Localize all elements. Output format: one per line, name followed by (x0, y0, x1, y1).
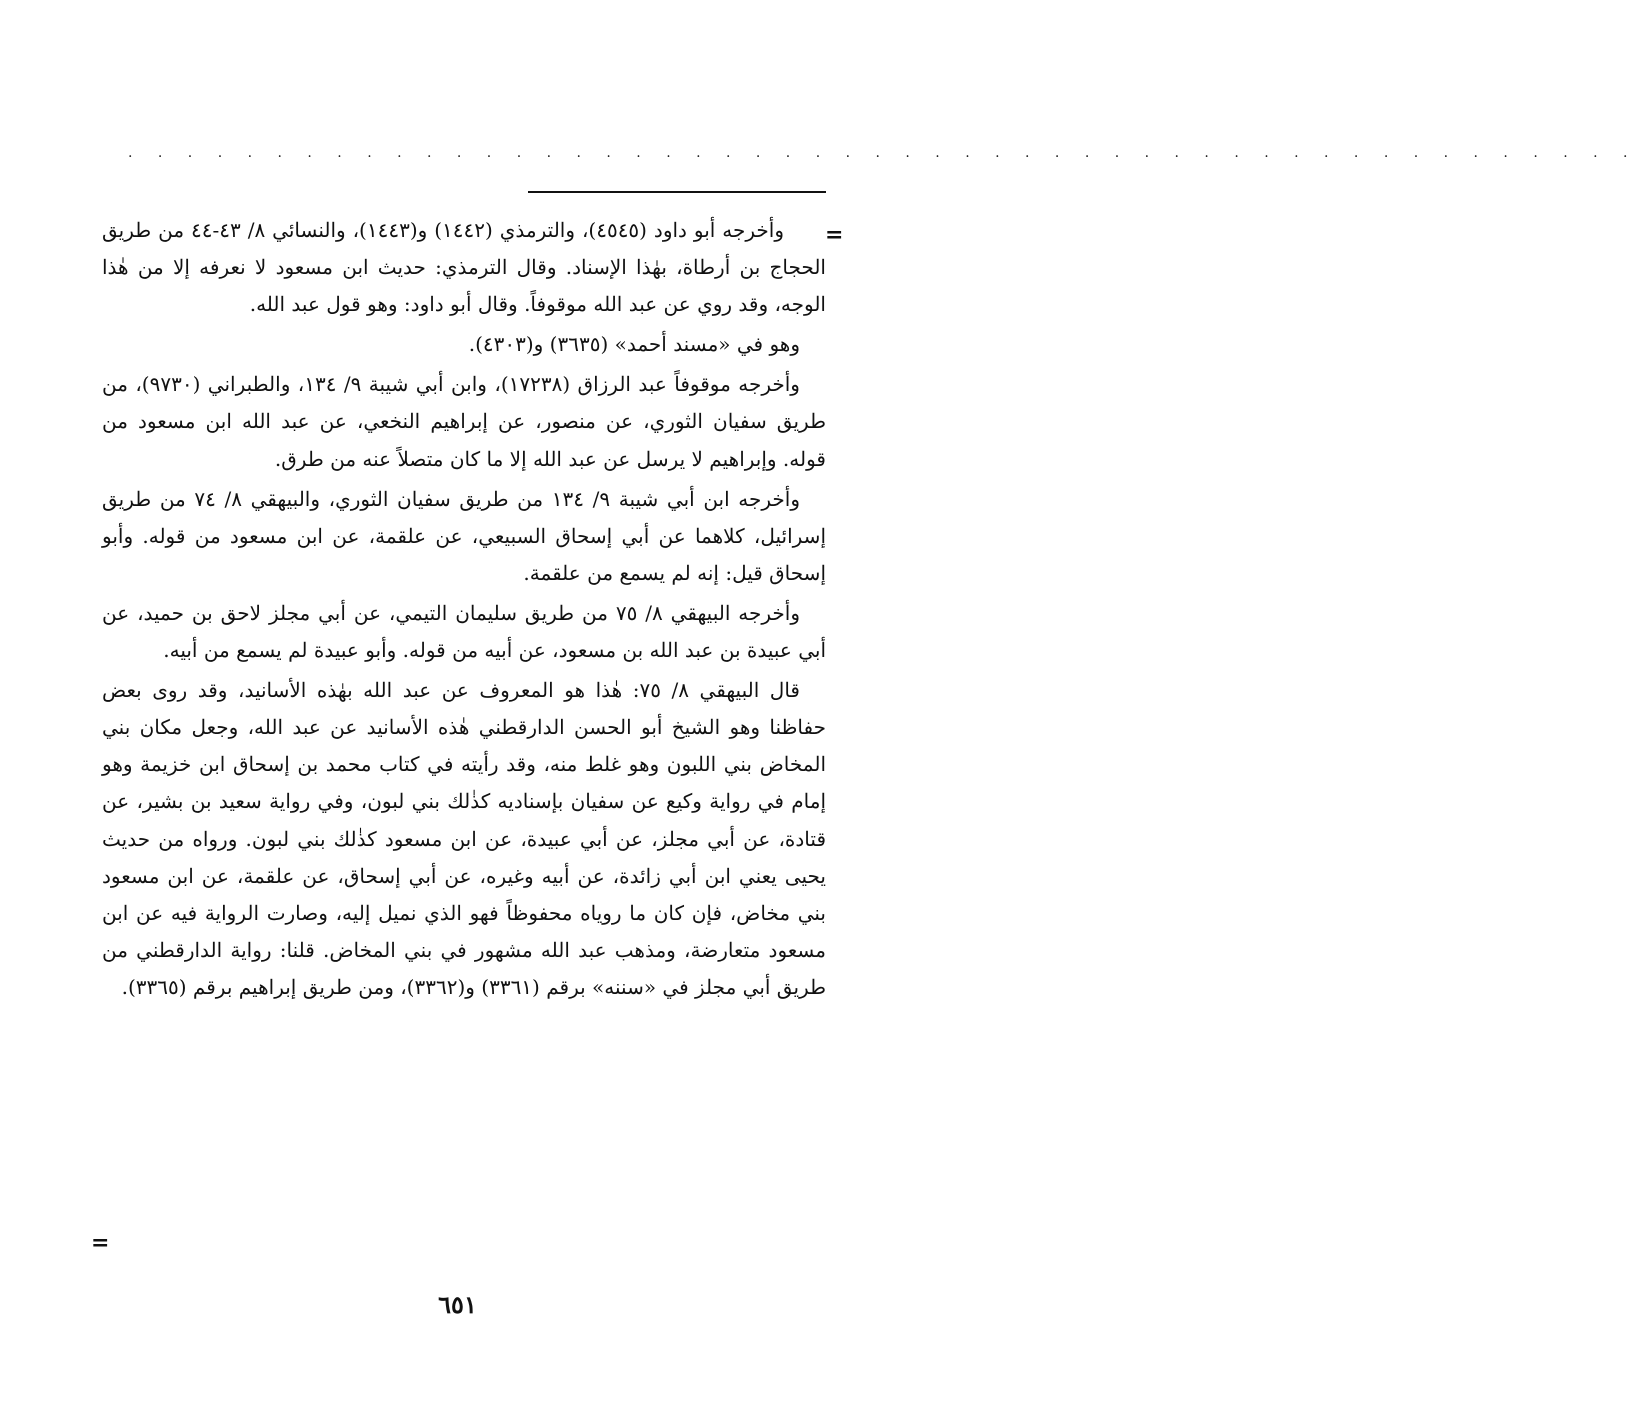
footnote-paragraph: وهو في «مسند أحمد» (٣٦٣٥) و(٤٣٠٣). (468, 332, 800, 357)
footnote-paragraph: وأخرجه أبو داود (٤٥٤٥)، والترمذي (١٤٤٢) و(١٤٤٣)، والنسائي ٨/ ٤٣-٤٤ من طريق الحجاج بن أرطاة، بهٰذا الإسناد. وقال الترمذي: حديث ابن مسعود لا نعرفه إلا من هٰذا الوجه، وقد روي عن عبد الله موقوفاً. وقال أبو داود: وهو قول عبد الله. (102, 218, 826, 317)
footnote-paragraph: وأخرجه موقوفاً عبد الرزاق (١٧٢٣٨)، وابن أبي شيبة ٩/ ١٣٤، والطبراني (٩٧٣٠)، من طريق سفيان الثوري، عن منصور، عن إبراهيم النخعي، عن عبد الله ابن مسعود من قوله. وإبراهيم لا يرسل عن عبد الله إلا ما كان متصلاً عنه من طرق. (102, 372, 826, 471)
footnote-rule (528, 191, 826, 193)
page-number: ٦٥١ (438, 1290, 477, 1319)
footnote-paragraph: وأخرجه ابن أبي شيبة ٩/ ١٣٤ من طريق سفيان الثوري، والبيهقي ٨/ ٧٤ من طريق إسرائيل، كلاهما عن أبي إسحاق السبيعي، عن علقمة، عن ابن مسعود من قوله. وأبو إسحاق قيل: إنه لم يسمع من علقمة. (102, 486, 826, 585)
continuation-mark-end: = (91, 1230, 110, 1256)
footnote-body (102, 212, 826, 1009)
dotted-separator: . . . . . . . . . . . . . . . . . . . . . . . . . . . . . . . . . . . . . . . . . . . . . . . . . . . (128, 145, 1638, 161)
footnote-paragraph: وأخرجه البيهقي ٨/ ٧٥ من طريق سليمان التيمي، عن أبي مجلز لاحق بن حميد، عن أبي عبيدة بن عبد الله بن مسعود، عن أبيه من قوله. وأبو عبيدة لم يسمع من أبيه. (102, 600, 826, 663)
continuation-mark-start: = (825, 222, 844, 248)
footnote-paragraph: قال البيهقي ٨/ ٧٥: هٰذا هو المعروف عن عبد الله بهٰذه الأسانيد، وقد روى بعض حفاظنا وهو الشيخ أبو الحسن الدارقطني هٰذه الأسانيد عن عبد الله، وجعل مكان بني المخاض بني اللبون وهو غلط منه، وقد رأيته في كتاب محمد بن إسحاق ابن خزيمة وهو إمام في رواية وكيع عن سفيان بإسناديه كذٰلك بني لبون، وفي رواية سعيد بن بشير، عن قتادة، عن أبي مجلز، عن أبي عبيدة، عن ابن مسعود كذٰلك بني لبون. ورواه من حديث يحيى يعني ابن أبي زائدة، عن أبيه وغيره، عن أبي إسحاق، عن علقمة، عن ابن مسعود بني مخاض، فإن كان ما روياه محفوظاً فهو الذي نميل إليه، وصارت الرواية فيه عن ابن مسعود متعارضة، ومذهب عبد الله مشهور في بني المخاض. قلنا: رواية الدارقطني من طريق أبي مجلز في «سننه» برقم (٣٣٦١) و(٣٣٦٢)، ومن طريق إبراهيم برقم (٣٣٦٥). (102, 678, 826, 999)
